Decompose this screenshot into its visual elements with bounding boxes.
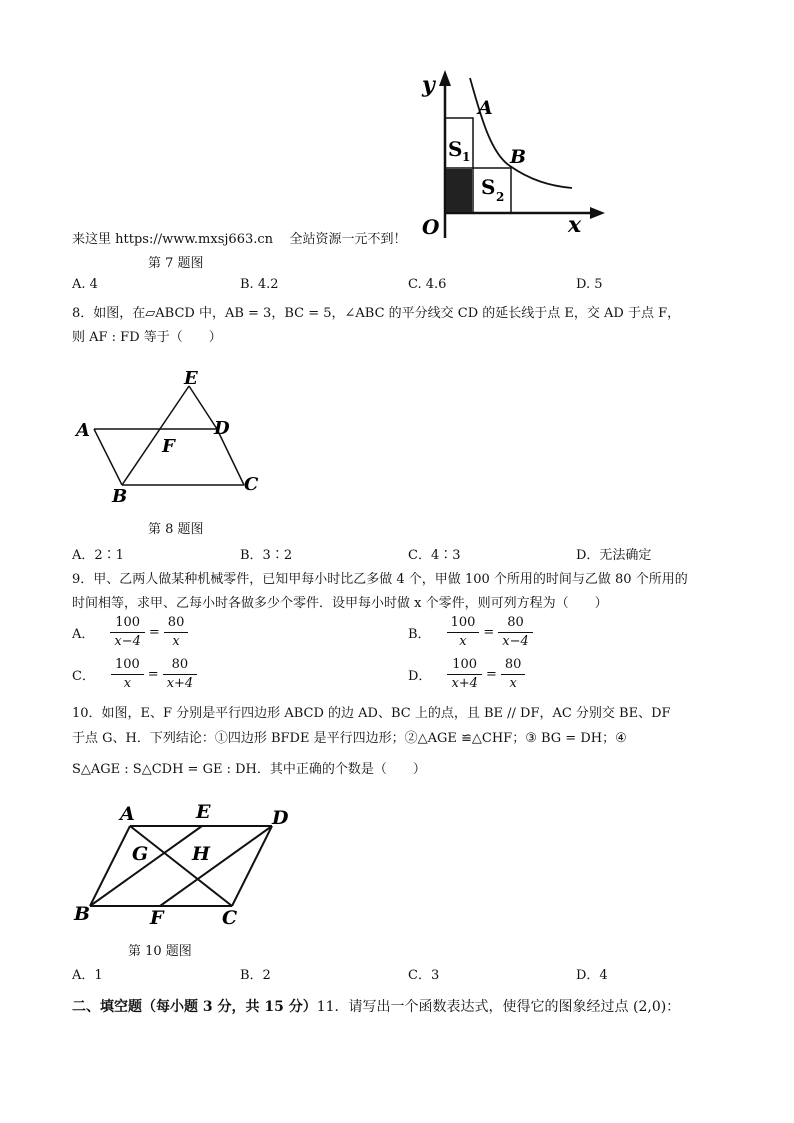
q9-line1: 9．甲、乙两人做某种机械零件，已知甲每小时比乙多做 4 个，甲做 100 个所用的时间与乙做 80 个所用的 [72,572,688,587]
q9-line2: 时间相等，求甲、乙每小时各做多少个零件．设甲每小时做 x 个零件，则可列方程为（ ） [72,596,608,611]
q9-option-d-label: D． [408,669,432,684]
q10-line3: S△AGE : S△CDH = GE : DH．其中正确的个数是（ ） [72,762,426,777]
q10-label-d: D [272,807,289,829]
q7-label-b: B [510,146,527,168]
q7-option-a: A. 4 [72,277,98,292]
q7-label-s1-sub: 1 [462,150,471,164]
q8-line1: 8．如图，在▱ABCD 中，AB = 3，BC = 5，∠ABC 的平分线交 CD 的延长线于点 E，交 AD 于点 F， [72,306,681,321]
q9-option-b-frac-left: $\frac{100}{x}$ [447,614,480,651]
q8-option-a: A．2∶1 [72,548,124,563]
q10-option-d: D．4 [576,968,608,983]
q8-option-b: B．3∶2 [240,548,293,563]
q9-option-a-frac-left: $\frac{100}{x-4}$ [110,614,145,651]
q10-option-c: C．3 [408,968,440,983]
q7-label-s2-sub: 2 [496,190,505,204]
q10-figure [72,798,302,938]
q7-label-o: O [422,215,440,239]
q8-label-b: B [112,486,128,506]
q10-caption: 第 10 题图 [128,944,192,959]
q9-option-a: A． $\frac{100}{x-4}$ = $\frac{80}{x}$ [72,614,190,651]
q9-option-d-frac-right: $\frac{80}{x}$ [501,656,526,693]
q10-label-a: A [120,803,135,825]
q10-label-g: G [132,843,149,865]
q11-text: 11．请写出一个函数表达式，使得它的图象经过点 (2,0)： [316,999,681,1015]
q9-option-d-frac-left: $\frac{100}{x+4}$ [447,656,482,693]
q7-option-c: C. 4.6 [408,277,447,292]
q9-option-c-label: C． [72,669,95,684]
q7-figure [410,68,610,240]
q10-option-a: A．1 [72,968,103,983]
q10-label-h: H [192,843,210,865]
q8-label-c: C [244,474,259,495]
q8-line2: 则 AF : FD 等于（ ） [72,330,222,345]
q9-option-c: C． $\frac{100}{x}$ = $\frac{80}{x+4}$ [72,656,199,693]
q9-option-b-frac-right: $\frac{80}{x-4}$ [498,614,533,651]
q7-label-y: y [422,72,435,98]
q9-option-a-label: A． [72,627,95,642]
q9-option-c-frac-right: $\frac{80}{x+4}$ [163,656,198,693]
q8-caption: 第 8 题图 [148,522,204,537]
q10-line2: 于点 G、H．下列结论：①四边形 BFDE 是平行四边形；②△AGE ≌△CHF；③ BG = DH；④ [72,731,627,746]
q7-label-a: A [478,97,493,119]
q10-label-b: B [74,903,91,925]
q8-label-f: F [162,436,175,457]
q9-option-d: D． $\frac{100}{x+4}$ = $\frac{80}{x}$ [408,656,527,693]
q10-line1: 10．如图，E、F 分别是平行四边形 ABCD 的边 AD、BC 上的点，且 BE // DF，AC 分别交 BE、DF [72,706,671,721]
q8-figure [72,366,272,506]
q9-option-b: B． $\frac{100}{x}$ = $\frac{80}{x-4}$ [408,614,535,651]
q9-option-a-frac-right: $\frac{80}{x}$ [164,614,189,651]
q8-option-d: D．无法确定 [576,548,652,563]
section2-row [72,996,680,1016]
q7-caption: 第 7 题图 [148,256,204,271]
q7-label-x: x [568,212,582,238]
q8-option-c: C．4∶3 [408,548,461,563]
q7-option-d: D. 5 [576,277,603,292]
q7-option-b: B. 4.2 [240,277,279,292]
q9-option-c-frac-left: $\frac{100}{x}$ [111,656,144,693]
q9-option-b-label: B． [408,627,431,642]
q10-label-f: F [150,907,164,929]
q8-label-a: A [76,420,90,441]
q8-label-e: E [184,368,198,389]
q7-label-s1: S [448,137,463,161]
section2-heading: 二、填空题（每小题 3 分，共 15 分） [72,999,317,1015]
q10-label-e: E [196,801,211,823]
q7-label-s2: S [481,175,496,199]
q10-label-c: C [222,907,238,929]
q10-option-b: B．2 [240,968,271,983]
q8-label-d: D [214,418,230,439]
watermark-text: 来这里 https://www.mxsj663.cn 全站资源一元不到！ [72,232,407,247]
